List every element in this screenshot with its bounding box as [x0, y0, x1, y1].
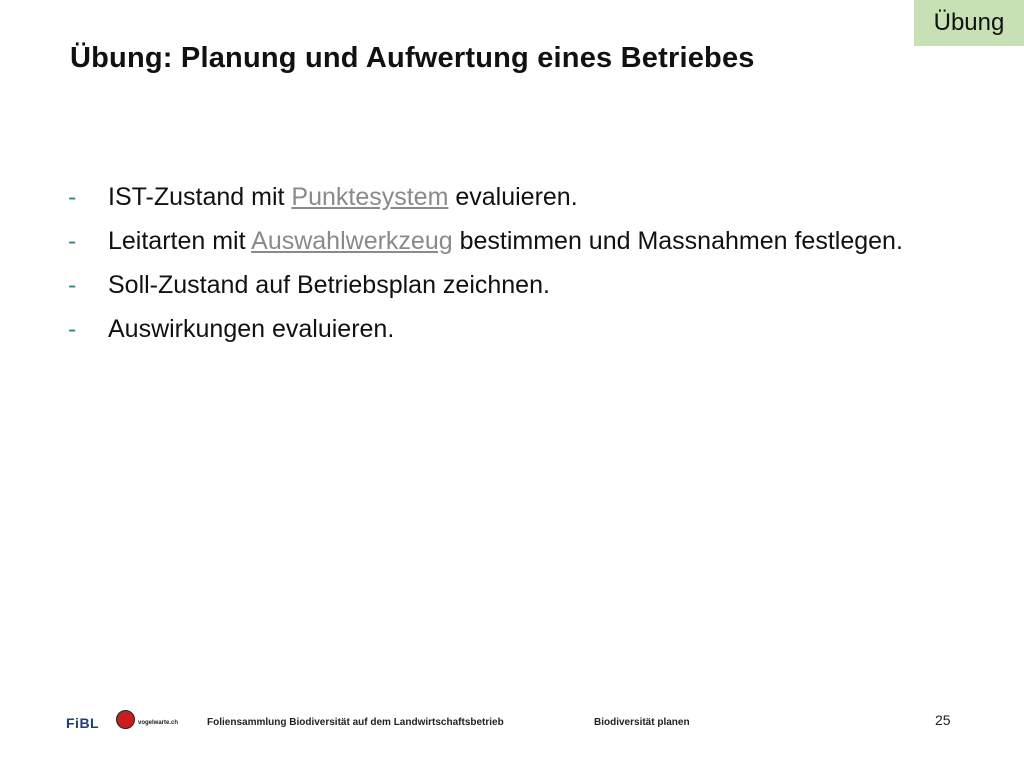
footer-collection-title: Foliensammlung Biodiversität auf dem Landwirtschaftsbetrieb [207, 717, 504, 728]
bullet-item [66, 226, 916, 257]
bullet-list [66, 182, 916, 358]
bullet-dash: - [68, 183, 77, 211]
bullet-text-before: Leitarten mit [108, 227, 252, 255]
footer-section-title: Biodiversität planen [594, 717, 690, 728]
vogelwarte-logo-text: vogelwarte.ch [138, 719, 179, 726]
exercise-badge [914, 0, 1024, 46]
bullet-dash: - [68, 315, 77, 343]
bullet-dash: - [68, 271, 77, 299]
page-number: 25 [935, 712, 951, 728]
bullet-dash: - [68, 227, 77, 255]
bullet-text-after: bestimmen und Massnahmen festlegen. [452, 227, 903, 255]
exercise-badge-label: Übung [933, 9, 1005, 36]
bullet-item [66, 182, 916, 213]
bullet-text: Auswirkungen evaluieren. [108, 315, 395, 343]
bullet-item [66, 314, 916, 345]
bullet-text-after: evaluieren. [448, 183, 578, 211]
punktesystem-link[interactable]: Punktesystem [291, 183, 449, 211]
bullet-text [108, 182, 916, 213]
vogelwarte-logo [116, 710, 178, 729]
slide-title: Übung: Planung und Aufwertung eines Betriebes [70, 42, 755, 74]
slide-footer [0, 700, 1024, 750]
bird-icon [116, 710, 135, 729]
auswahlwerkzeug-link[interactable]: Auswahlwerkzeug [251, 227, 453, 255]
bullet-item [66, 270, 916, 301]
bullet-text-before: IST-Zustand mit [108, 183, 292, 211]
bullet-text: Soll-Zustand auf Betriebsplan zeichnen. [108, 271, 550, 299]
fibl-logo: FiBL [66, 715, 100, 731]
bullet-text [108, 226, 916, 257]
